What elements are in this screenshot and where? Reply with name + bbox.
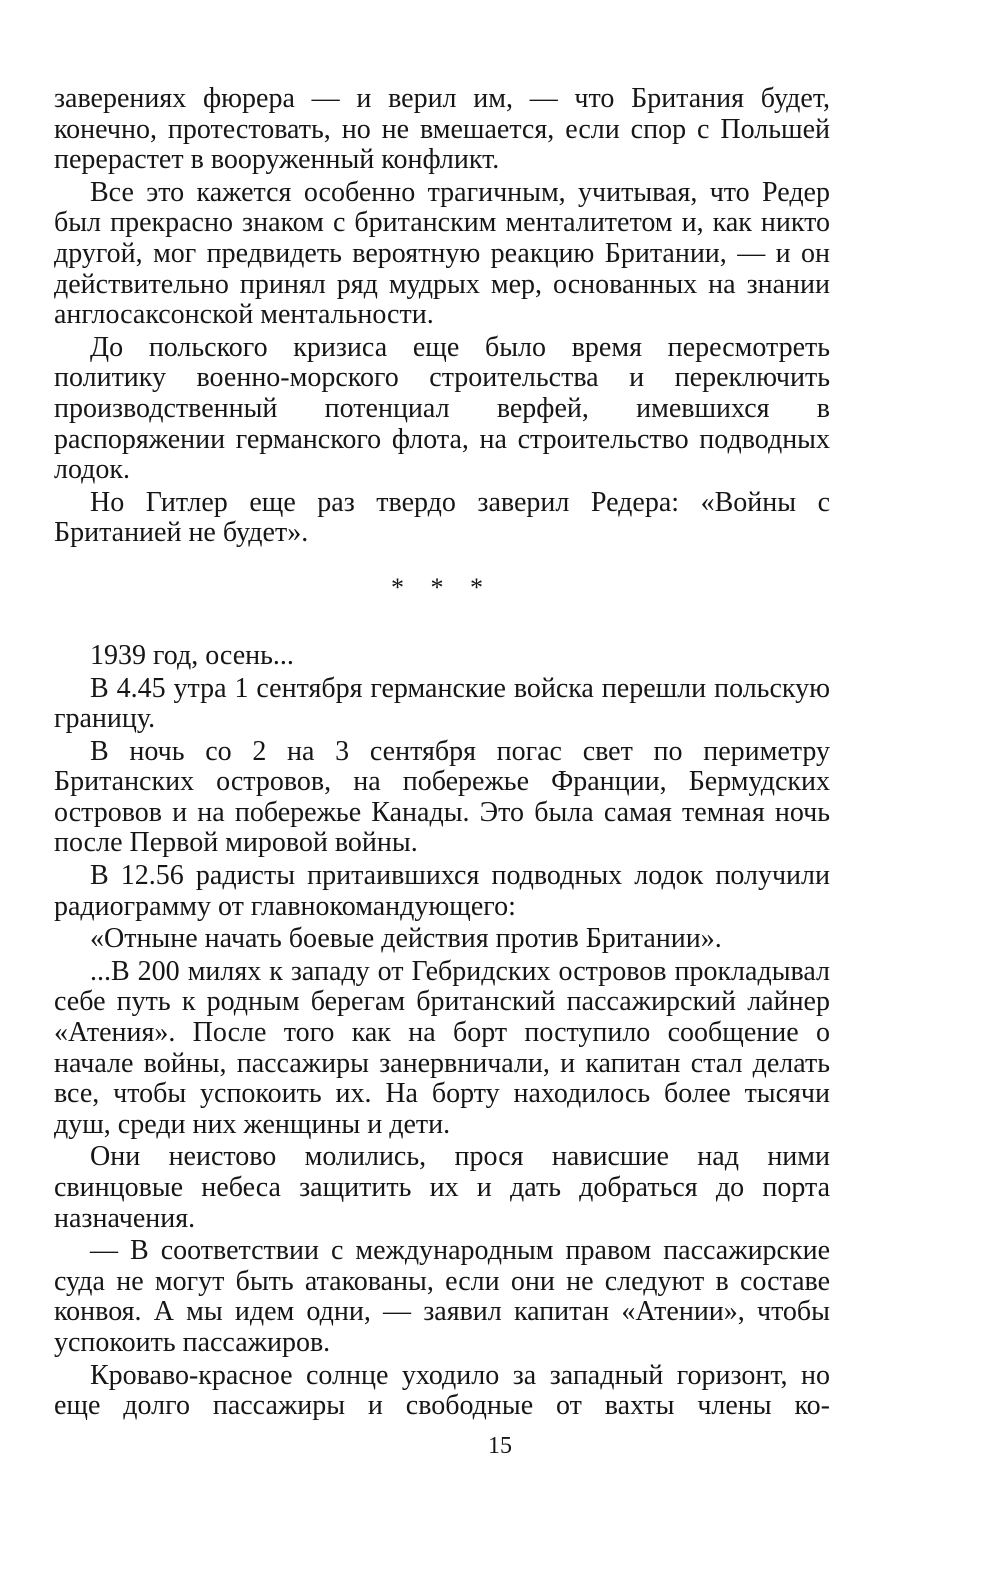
- paragraph: ...В 200 милях к западу от Гебридских островов прокладывал себе путь к родным берегам британский пассажирский лайнер «Атения». После того как на борт поступило сообщение о начале войны, пассажиры занервничали, и капитан стал делать все, чтобы успокоить их. На борту находилось более тысячи душ, среди них женщины и дети.: [54, 955, 830, 1140]
- paragraph: заверениях фюрера — и верил им, — что Британия будет, конечно, протестовать, но не вмешается, если спор с Польшей перерастет в вооруженный конфликт.: [54, 83, 830, 176]
- paragraph: В 4.45 утра 1 сентября германские войска перешли польскую границу.: [54, 672, 830, 735]
- paragraph: Но Гитлер еще раз твердо заверил Редера: «Войны с Британией не будет».: [54, 486, 830, 549]
- paragraph: «Отныне начать боевые действия против Британии».: [90, 923, 722, 955]
- paragraph: — В соответствии с международным правом пассажирские суда не могут быть атакованы, если они не следуют в составе конвоя. А мы идем одни, — заявил капитан «Атении», чтобы успокоить пассажиров.: [54, 1235, 830, 1358]
- paragraph: В ночь со 2 на 3 сентября погас свет по периметру Британских островов, на побережье Франции, Бермудских островов и на побережье Канады. Это была самая темная ночь после Первой мировой войны.: [54, 735, 830, 859]
- paragraph: До польского кризиса еще было время пересмотреть политику военно-морского строительства и переключить производственный потенциал верфей, имевшихся в распоряжении германского флота, на строительство подводных лодок.: [54, 331, 830, 486]
- paragraph: 1939 год, осень...: [90, 639, 294, 671]
- section-separator: * * *: [391, 572, 493, 602]
- paragraph: Они неистово молились, прося нависшие над ними свинцовые небеса защитить их и дать добраться до порта назначения.: [54, 1141, 830, 1234]
- paragraph: В 12.56 радисты притаившихся подводных лодок получили радиограмму от главнокомандующего:: [54, 860, 830, 922]
- page-number: 15: [488, 1433, 512, 1459]
- page-body: [54, 84, 830, 1424]
- paragraph: Все это кажется особенно трагичным, учитывая, что Редер был прекрасно знаком с британским менталитетом и, как никто другой, мог предвидеть вероятную реакцию Британии, — и он действительно принял ряд мудрых мер, основанных на знании англосаксонской ментальности.: [54, 176, 830, 331]
- paragraph: Кроваво-красное солнце уходило за западный горизонт, но еще долго пассажиры и свободные от вахты члены ко-: [54, 1359, 830, 1422]
